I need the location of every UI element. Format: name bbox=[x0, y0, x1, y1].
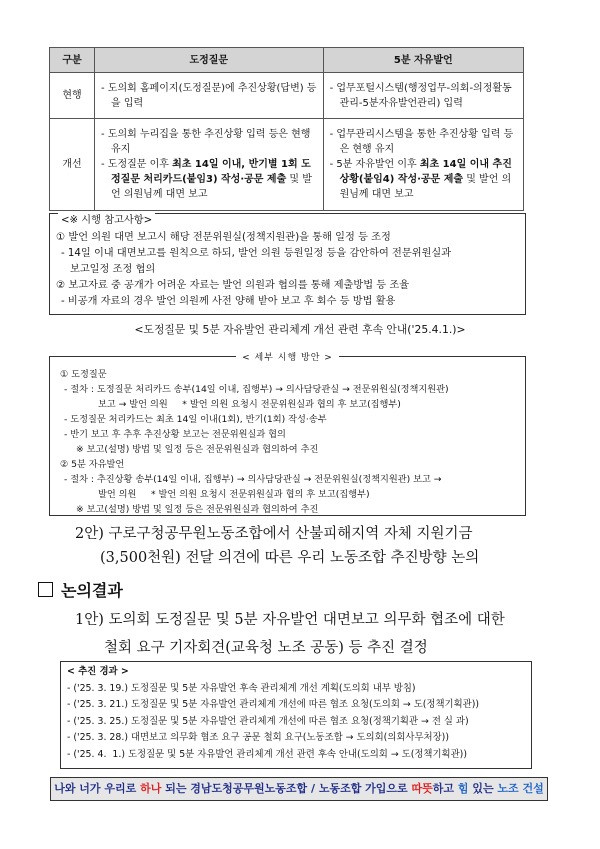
slogan-part: 되는 경남도청공무원노동조합 / 노동조합 가입으로 bbox=[161, 782, 412, 795]
header-questions: 도정질문 bbox=[95, 48, 324, 73]
slogan-part: 나와 너가 우리로 bbox=[54, 782, 141, 795]
improved-questions-cell bbox=[95, 119, 324, 211]
table-row-improved bbox=[50, 119, 524, 211]
progress-item: - ('25. 4. 1.) 도정질문 및 5분 자유발언 관리체계 개선 관련 후속 안내(도의회 → 도(정책기획관)) bbox=[67, 748, 467, 760]
progress-title: < 추진 경과 > bbox=[67, 666, 129, 677]
item2-line1: 2안) 구로구청공무원노동조합에서 산불피해지역 자체 지원기금 bbox=[75, 526, 473, 542]
current-questions-cell bbox=[95, 73, 324, 119]
details-line: - 반기 보고 후 추후 추진상황 보고는 전문위원실과 협의 bbox=[64, 429, 286, 440]
row-label-improved: 개선 bbox=[50, 119, 95, 211]
progress-item: - ('25. 3. 28.) 대면보고 의무화 협조 요구 공문 철회 요구(노동조합 → 도의회(의회사무처장)) bbox=[67, 732, 449, 743]
progress-box bbox=[60, 661, 532, 769]
details-title: < 세부 시행 방안 > bbox=[236, 353, 339, 363]
table-row-current bbox=[50, 73, 524, 119]
cell-line: - 도의회 누리집을 통한 추진상황 입력 등은 현행 유지 bbox=[101, 129, 311, 155]
item1-line1: 1안) 도의회 도정질문 및 5분 자유발언 대면보고 의무화 협조에 대한 bbox=[75, 612, 505, 628]
reference-line: ② 보고자료 중 공개가 어려운 자료는 발언 의원과 협의를 통해 제출방법 등 조율 bbox=[56, 280, 410, 291]
progress-item: - ('25. 3. 21.) 도정질문 및 5분 자유발언 관리체계 개선에 따른 협조 요청(도의회 → 도(정책기획관)) bbox=[67, 699, 480, 710]
cell-line: - 도정질문 이후 최초 14일 이내, 반기별 1회 도정질문 처리카드(붙임3) 작성·공문 제출 및 발언 의원님께 대면 보고 bbox=[101, 159, 312, 200]
cell-line: - 도의회 홈페이지(도정질문)에 추진상황(답변) 등을 입력 bbox=[101, 82, 317, 109]
slogan-part: 하나 bbox=[140, 782, 162, 795]
item1-line2: 철회 요구 기자회견(교육청 노조 공동) 등 추진 결정 bbox=[104, 640, 428, 656]
reference-line: ① 발언 의원 대면 보고시 해당 전문위원실(정책지원관)을 통해 일정 등 조정 bbox=[56, 232, 391, 243]
details-line: ※ 보고(설명) 방법 및 일정 등은 전문위원실과 협의하여 추진 bbox=[76, 504, 319, 515]
details-line: 발언 의원 * 발언 의원 요청시 전문위원실과 협의 후 보고(집행부) bbox=[98, 489, 370, 500]
details-line: - 도정질문 처리카드는 최초 14일 이내(1회), 반기(1회) 작성·송부 bbox=[64, 414, 327, 425]
details-line: - 절차 : 추진상황 송부(14일 이내, 집행부) → 의사담당관실 → 전문위원실(정책지원관) 보고 → bbox=[64, 474, 442, 485]
details-line: ② 5분 자유발언 bbox=[60, 459, 125, 470]
reference-line: - 비공개 자료의 경우 발언 의원께 사전 양해 받아 보고 후 회수 등 방법 활용 bbox=[61, 296, 396, 307]
reference-title: <※ 시행 참고사항> bbox=[58, 213, 155, 229]
reference-line: 보고일정 조정 협의 bbox=[70, 264, 156, 275]
slogan-part: 있는 bbox=[468, 782, 498, 795]
checkbox-square-icon bbox=[38, 582, 53, 597]
comparison-table bbox=[49, 47, 524, 211]
cell-line: - 업무관리시스템을 통한 추진상황 입력 등은 현행 유지 bbox=[329, 129, 514, 155]
details-line: 보고 → 발언 의원 * 발언 의원 요청시 전문위원실과 협의 후 보고(집행부) bbox=[98, 399, 401, 410]
reference-notes-box bbox=[49, 213, 526, 315]
details-line: - 절차 : 도정질문 처리카드 송부(14일 이내, 집행부) → 의사담당관실 → 전문위원실(정책지원관) bbox=[64, 384, 449, 395]
slogan-part: 따뜻 bbox=[411, 782, 433, 795]
progress-item: - ('25. 3. 19.) 도정질문 및 5분 자유발언 후속 관리체계 개선 계획(도의회 내부 방침) bbox=[67, 682, 416, 694]
header-category: 구분 bbox=[50, 48, 95, 73]
slogan-part: 하고 bbox=[432, 782, 458, 795]
section-heading bbox=[38, 578, 123, 601]
item2-line2: (3,500천원) 전달 의견에 따른 우리 노동조합 추진방향 논의 bbox=[100, 550, 480, 566]
cell-line: - 5분 자유발언 이후 최초 14일 이내 추진상황(붙임4) 작성·공문 제출 및 발언 의원님께 대면 보고 bbox=[329, 159, 512, 200]
section-heading-text: 논의결과 bbox=[61, 581, 123, 600]
improved-speech-cell bbox=[323, 119, 523, 211]
union-slogan-banner bbox=[50, 777, 548, 801]
slogan-part: 힘 bbox=[457, 782, 469, 795]
header-speech: 5분 자유발언 bbox=[323, 48, 523, 73]
notice-caption: <도정질문 및 5분 자유발언 관리체계 개선 관련 후속 안내('25.4.1.)> bbox=[134, 323, 466, 336]
row-label-current: 현행 bbox=[50, 73, 95, 119]
progress-item: - ('25. 3. 25.) 도정질문 및 5분 자유발언 관리체계 개선에 따른 협조 요청(정책기획관 → 전 실 과) bbox=[67, 715, 469, 727]
details-line: ① 도정질문 bbox=[60, 369, 107, 380]
reference-line: - 14일 이내 대면보고를 원칙으로 하되, 발언 의원 등원일정 등을 감안하여 전문위원실과 bbox=[61, 248, 452, 259]
table-header-row bbox=[50, 48, 524, 73]
cell-line: - 업무포털시스템(행정업무-의회-의정활동관리-5분자유발언관리) 입력 bbox=[329, 82, 512, 109]
current-speech-cell bbox=[323, 73, 523, 119]
slogan-part: 노조 건설 bbox=[497, 782, 544, 795]
details-line: ※ 보고(설명) 방법 및 일정 등은 전문위원실과 협의하여 추진 bbox=[76, 444, 319, 455]
details-box bbox=[49, 353, 526, 516]
